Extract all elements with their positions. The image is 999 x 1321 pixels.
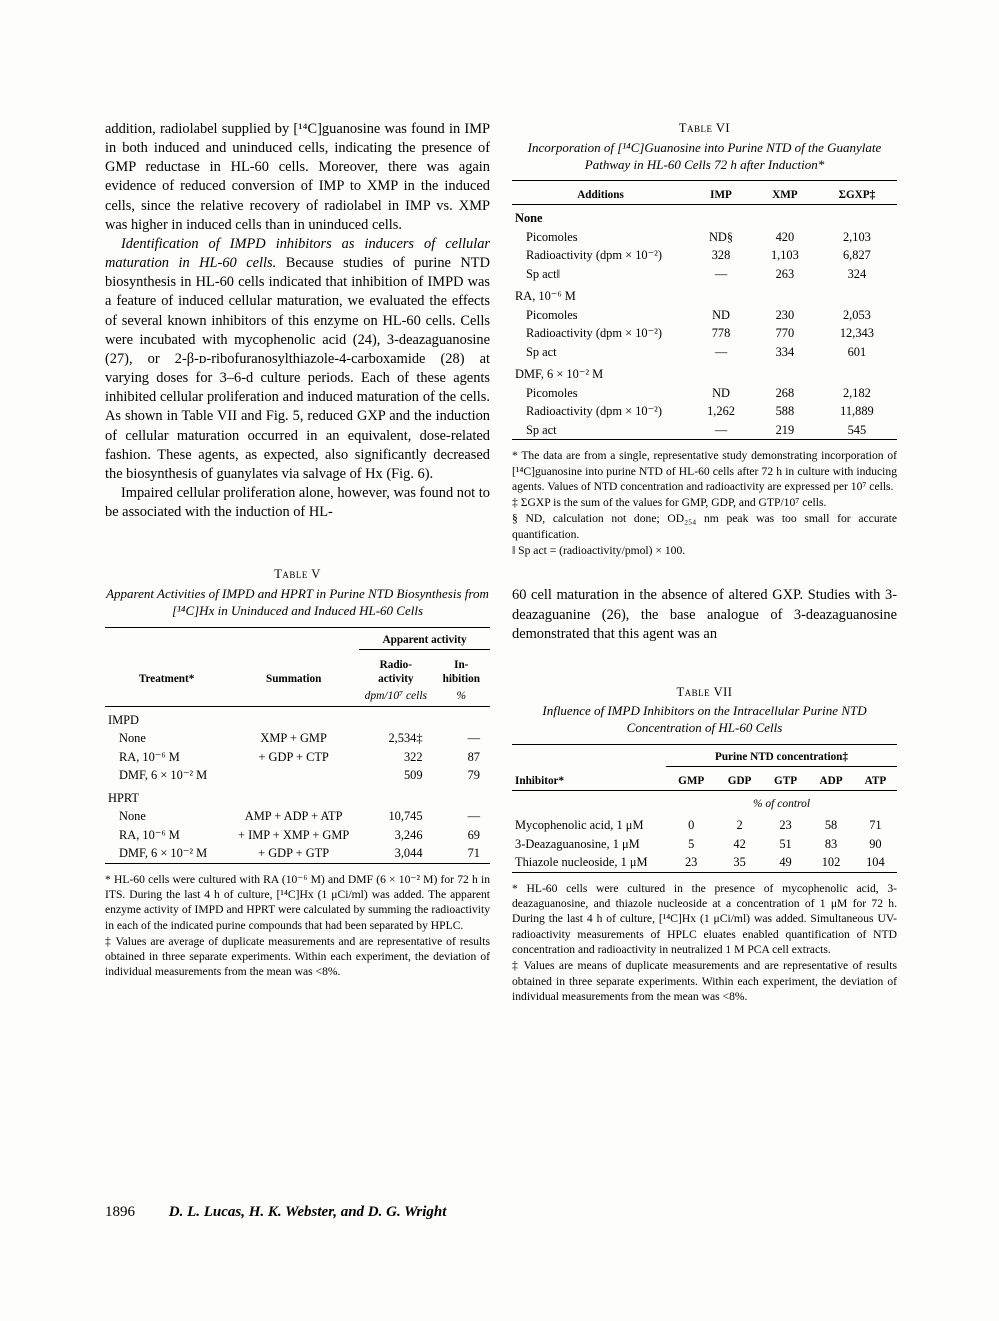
table-vii-span-header-row bbox=[512, 745, 897, 767]
table-v-header-row bbox=[105, 649, 490, 688]
table-v-group-label: IMPD bbox=[108, 712, 139, 727]
table-vii-cell-inhibitor: Mycophenolic acid, 1 μM bbox=[515, 818, 644, 833]
table-vi-group-label: None bbox=[515, 211, 543, 226]
table-v-cell-activity: 2,534‡ bbox=[388, 731, 423, 746]
table-vi-cell-imp: — bbox=[714, 344, 728, 359]
table-v-units-activity: dpm/10⁷ cells bbox=[364, 690, 428, 703]
table-v-cell-treatment: DMF, 6 × 10⁻² M bbox=[119, 846, 208, 861]
table-vi-header-additions: Additions bbox=[577, 189, 624, 202]
table-vi-title: Incorporation of [¹⁴C]Guanosine into Purine NTD of the Guanylate Pathway in HL-60 Cells 72 h after Induction* bbox=[527, 139, 882, 172]
table-row bbox=[105, 807, 490, 826]
table-vii-header-adp: ADP bbox=[819, 775, 843, 788]
table-vii-block bbox=[512, 684, 897, 1004]
table-vi-block bbox=[512, 120, 897, 558]
table-row bbox=[105, 766, 490, 785]
table-v-cell-inhibition: 87 bbox=[467, 749, 480, 764]
table-vii-cell-gmp: 5 bbox=[688, 836, 695, 851]
table-vii-cell-gtp: 23 bbox=[779, 818, 792, 833]
table-v-group-hprt bbox=[105, 785, 490, 808]
table-vii-cell-adp: 102 bbox=[821, 855, 841, 870]
table-vi-header-gxp: ΣGXP‡ bbox=[838, 189, 876, 202]
table-v-span-header-row bbox=[105, 627, 490, 649]
table-vi-cell-label: Sp act‖ bbox=[526, 266, 561, 281]
table-vii-header-gdp: GDP bbox=[727, 775, 752, 788]
table-vii-units: % of control bbox=[752, 798, 811, 811]
table-vii-cell-gmp: 23 bbox=[684, 855, 698, 870]
table-v-cell-inhibition: — bbox=[467, 809, 480, 824]
table-vii-cell-gtp: 51 bbox=[779, 836, 792, 851]
table-vii-cell-inhibitor: Thiazole nucleoside, 1 μM bbox=[515, 855, 648, 870]
table-v bbox=[105, 627, 490, 864]
table-vii-footnote-1: * HL-60 cells were cultured in the presence of mycophenolic acid, 3-deazaguanosine, and thiazole nucleoside at a concentration of 1 μM for 72 h. During the last 4 h of culture, [¹⁴C]Hx (1 μCi/ml) was added. Simultaneous UV-radioactivity measurements of HPLC eluates enabled quantification of NTD concentration and radioactivity in neutralized 1 M PCA cell extracts. bbox=[512, 881, 897, 956]
table-vii-cell-gdp: 42 bbox=[733, 836, 746, 851]
table-vi-cell-imp: — bbox=[714, 266, 728, 281]
page-authors: D. L. Lucas, H. K. Webster, and D. G. Wright bbox=[168, 1204, 447, 1220]
table-row bbox=[512, 816, 897, 835]
table-vi-cell-xmp: 219 bbox=[775, 422, 795, 437]
table-v-cell-treatment: None bbox=[119, 809, 146, 824]
table-vi-cell-imp: ND bbox=[712, 307, 730, 322]
table-v-footnote-1: * HL-60 cells were cultured with RA (10⁻⁶ M) and DMF (6 × 10⁻² M) for 72 h in ITS. During the last 4 h of culture, [¹⁴C]Hx (1 μCi/ml) was added. The apparent enzyme activity of IMPD and HPRT were calculated by summing the radioactivity in each of the indicated purine compounds that had been separated by HPLC. bbox=[105, 872, 490, 932]
table-vi-cell-xmp: 1,103 bbox=[770, 248, 799, 263]
table-vi-cell-imp: ND bbox=[712, 385, 730, 400]
table-v-cell-activity: 10,745 bbox=[388, 809, 423, 824]
table-row bbox=[512, 853, 897, 872]
table-vii-cell-gdp: 2 bbox=[736, 818, 743, 833]
table-v-cell-treatment: RA, 10⁻⁶ M bbox=[119, 827, 180, 842]
table-vii-footnote-2: ‡ Values are means of duplicate measurements and are representative of results obtained in three separate experiments. Within each experiment, the deviation of individual measurements from the mean was <8%. bbox=[512, 959, 897, 1003]
table-vi-cell-imp: 328 bbox=[711, 248, 731, 263]
table-vi-cell-xmp: 770 bbox=[775, 326, 795, 341]
table-row bbox=[512, 246, 897, 265]
table-row bbox=[105, 748, 490, 767]
table-v-block bbox=[105, 566, 490, 979]
table-v-number: Table V bbox=[274, 567, 321, 582]
table-vi-cell-label: Picomoles bbox=[526, 385, 578, 400]
table-vi-cell-xmp: 588 bbox=[775, 404, 795, 419]
table-vi-cell-xmp: 263 bbox=[775, 266, 795, 281]
table-v-cell-treatment: None bbox=[119, 731, 146, 746]
table-row bbox=[512, 265, 897, 284]
table-vi-cell-imp: 1,262 bbox=[707, 404, 735, 419]
table-vi-cell-label: Radioactivity (dpm × 10⁻²) bbox=[526, 248, 662, 263]
table-v-group-impd bbox=[105, 706, 490, 729]
table-v-cell-summation: + GDP + GTP bbox=[258, 846, 330, 861]
table-vi-cell-label: Picomoles bbox=[526, 229, 578, 244]
right-paragraph-1: 60 cell maturation in the absence of altered GXP. Studies with 3-deazaguanine (26), the base analogue of 3-deazaguanosine demonstrated that this agent was an bbox=[512, 587, 897, 642]
table-v-span-header: Apparent activity bbox=[359, 627, 490, 649]
table-vi-cell-label: Radioactivity (dpm × 10⁻²) bbox=[526, 326, 662, 341]
table-v-cell-inhibition: — bbox=[467, 731, 480, 746]
table-vi-footnote-1: * The data are from a single, representative study demonstrating incorporation of [¹⁴C]guanosine into purine NTD of HL-60 cells after 72 h in culture with inducing agents. Values of NTD concentration and radioactivity are expressed per 10⁷ cells. bbox=[512, 449, 897, 493]
table-v-header-summation: Summation bbox=[265, 673, 322, 686]
table-v-cell-summation: + GDP + CTP bbox=[258, 749, 329, 764]
table-row bbox=[512, 343, 897, 362]
table-vii-header-gtp: GTP bbox=[774, 775, 798, 788]
table-vi-cell-xmp: 334 bbox=[775, 344, 795, 359]
table-vi-cell-gxp: 545 bbox=[847, 422, 867, 437]
table-vii-units-row bbox=[512, 791, 897, 817]
table-v-cell-summation: + IMP + XMP + GMP bbox=[237, 827, 350, 842]
table-vii-header-gmp: GMP bbox=[678, 775, 705, 788]
table-v-cell-inhibition: 69 bbox=[467, 827, 480, 842]
table-v-cell-activity: 509 bbox=[403, 768, 423, 783]
table-v-header-inhibition: In-hibition bbox=[442, 658, 480, 686]
table-vi-cell-xmp: 268 bbox=[775, 385, 795, 400]
table-vii-cell-atp: 104 bbox=[866, 855, 885, 870]
table-vii-title: Influence of IMPD Inhibitors on the Intracellular Purine NTD Concentration of HL-60 Cells bbox=[542, 703, 867, 736]
table-vi-cell-gxp: 2,182 bbox=[842, 385, 871, 400]
table-v-cell-summation: AMP + ADP + ATP bbox=[244, 809, 343, 824]
table-row bbox=[512, 324, 897, 343]
paragraph-2 bbox=[105, 235, 490, 484]
table-vi-footnote-3: § ND, calculation not done; OD₂₅₄ nm peak was too small for accurate quantification. bbox=[512, 512, 897, 541]
table-vi-group-dmf bbox=[512, 361, 897, 384]
table-vi-footnote-2: ‡ ΣGXP is the sum of the values for GMP, GDP, and GTP/10⁷ cells. bbox=[512, 496, 827, 510]
page-number: 1896 bbox=[105, 1204, 135, 1220]
table-vi-number: Table VI bbox=[678, 121, 731, 135]
table-v-cell-inhibition: 79 bbox=[467, 768, 480, 783]
table-vi-cell-label: Sp act bbox=[526, 422, 557, 437]
table-v-header-treatment: Treatment* bbox=[138, 673, 195, 686]
table-row bbox=[105, 826, 490, 845]
table-v-units-row bbox=[105, 688, 490, 706]
paragraph-2-italic-lead: Identification of IMPD inhibitors as inducers of cellular maturation in HL-60 cells. bbox=[105, 235, 490, 272]
table-v-cell-treatment: RA, 10⁻⁶ M bbox=[119, 749, 180, 764]
table-v-units-inhibition: % bbox=[456, 690, 467, 703]
table-vi-cell-gxp: 2,053 bbox=[842, 307, 871, 322]
table-vi-cell-imp: ND§ bbox=[708, 229, 734, 244]
table-vi-cell-label: Sp act bbox=[526, 344, 557, 359]
paragraph-3: Impaired cellular proliferation alone, however, was found not to be associated with the induction of HL- bbox=[105, 484, 490, 521]
table-vi-header-xmp: XMP bbox=[772, 189, 798, 202]
table-vi-cell-gxp: 2,103 bbox=[842, 229, 871, 244]
table-vi-cell-gxp: 12,343 bbox=[839, 326, 874, 341]
right-column bbox=[512, 120, 897, 1005]
table-vi-group-label: RA, 10⁻⁶ M bbox=[515, 289, 576, 304]
table-row bbox=[512, 228, 897, 247]
table-row bbox=[512, 835, 897, 854]
paragraph-2-text: Because studies of purine NTD biosynthesis in HL-60 cells indicated that inhibition of IMPD was a feature of induced cellular maturation, we evaluated the effects of several known inhibitors of this enzyme on HL-60 cells. Cells were incubated with mycophenolic acid (24), 3-deazaguanosine (27), or 2-β-ᴅ-ribofuranosylthiazole-4-carboxamide (28) at varying doses for 3–6-d culture periods. Each of these agents inhibited cellular proliferation and induced maturation of the cells. As shown in Table VII and Fig. 5, reduced GXP and the induction of cellular maturation occurred in an equivalent, dose-related fashion. These agents, as expected, also significantly decreased the biosynthesis of guanylates via salvage of Hx (Fig. 6). bbox=[105, 255, 490, 482]
table-vii-cell-adp: 83 bbox=[824, 836, 838, 851]
table-vi-cell-label: Picomoles bbox=[526, 307, 578, 322]
table-vii-cell-gdp: 35 bbox=[733, 855, 746, 870]
table-row bbox=[512, 402, 897, 421]
table-vii-cell-adp: 58 bbox=[824, 818, 838, 833]
table-v-cell-activity: 3,246 bbox=[394, 827, 423, 842]
table-v-footnotes bbox=[105, 872, 490, 980]
left-column bbox=[105, 120, 490, 981]
page-footer bbox=[105, 1204, 446, 1221]
table-row bbox=[512, 306, 897, 325]
table-vii-header-row bbox=[512, 767, 897, 791]
table-vi-footnote-4: ‖ Sp act = (radioactivity/pmol) × 100. bbox=[512, 544, 686, 558]
table-vi-cell-gxp: 11,889 bbox=[840, 404, 874, 419]
table-vi-cell-gxp: 601 bbox=[847, 344, 867, 359]
table-vi-footnotes bbox=[512, 448, 897, 558]
table-vi-cell-imp: 778 bbox=[711, 326, 731, 341]
table-v-title: Apparent Activities of IMPD and HPRT in Purine NTD Biosynthesis from [¹⁴C]Hx in Uninduced and Induced HL-60 Cells bbox=[106, 585, 489, 618]
table-vi-cell-xmp: 230 bbox=[775, 307, 795, 322]
table-vii-cell-gmp: 0 bbox=[688, 818, 695, 833]
table-v-cell-inhibition: 71 bbox=[467, 846, 480, 861]
table-row bbox=[512, 421, 897, 440]
table-vi-group-ra bbox=[512, 283, 897, 306]
table-vi-cell-imp: — bbox=[714, 422, 728, 437]
table-vi-group-label: DMF, 6 × 10⁻² M bbox=[515, 367, 604, 382]
table-v-cell-activity: 3,044 bbox=[394, 846, 423, 861]
table-row bbox=[105, 844, 490, 863]
table-vi-cell-gxp: 324 bbox=[847, 266, 867, 281]
table-vi-cell-label: Radioactivity (dpm × 10⁻²) bbox=[526, 404, 662, 419]
table-vii-header-atp: ATP bbox=[864, 775, 887, 788]
table-v-header-activity: Radio-activity bbox=[378, 658, 414, 686]
table-vi-header-row bbox=[512, 181, 897, 205]
table-v-group-label: HPRT bbox=[108, 790, 139, 805]
table-vii-footnotes bbox=[512, 881, 897, 1004]
table-vii-cell-atp: 71 bbox=[869, 818, 882, 833]
table-vii-number: Table VII bbox=[676, 684, 733, 699]
table-v-cell-treatment: DMF, 6 × 10⁻² M bbox=[119, 768, 208, 783]
table-vii-span-header: Purine NTD concentration‡ bbox=[666, 745, 897, 767]
table-vi bbox=[512, 180, 897, 440]
table-row bbox=[105, 729, 490, 748]
table-v-cell-summation: XMP + GMP bbox=[260, 731, 327, 746]
table-vi-header-imp: IMP bbox=[710, 189, 732, 202]
table-vi-cell-xmp: 420 bbox=[775, 229, 795, 244]
table-v-footnote-2: ‡ Values are average of duplicate measurements and are representative of results obtained in three separate experiments. Within each experiment, the deviation of individual measurements from the mean was <8%. bbox=[105, 934, 490, 979]
table-vii bbox=[512, 744, 897, 873]
table-v-cell-summation bbox=[228, 766, 359, 785]
table-vii-cell-atp: 90 bbox=[869, 836, 882, 851]
table-vii-header-inhibitor: Inhibitor* bbox=[515, 775, 565, 788]
table-row bbox=[512, 384, 897, 403]
table-vii-cell-inhibitor: 3-Deazaguanosine, 1 μM bbox=[515, 836, 640, 851]
paragraph-1: addition, radiolabel supplied by [¹⁴C]guanosine was found in IMP in both induced and uninduced cells, indicating the presence of GMP reductase in HL-60 cells. Moreover, there was again evidence of reduced conversion of IMP to XMP in the induced cells, since the relative recovery of radiolabel in IMP vs. XMP was higher in induced cells than in uninduced cells. bbox=[105, 121, 490, 233]
table-vi-group-none bbox=[512, 205, 897, 228]
table-vi-cell-gxp: 6,827 bbox=[842, 248, 871, 263]
table-v-cell-activity: 322 bbox=[403, 749, 423, 764]
table-vii-cell-gtp: 49 bbox=[779, 855, 792, 870]
